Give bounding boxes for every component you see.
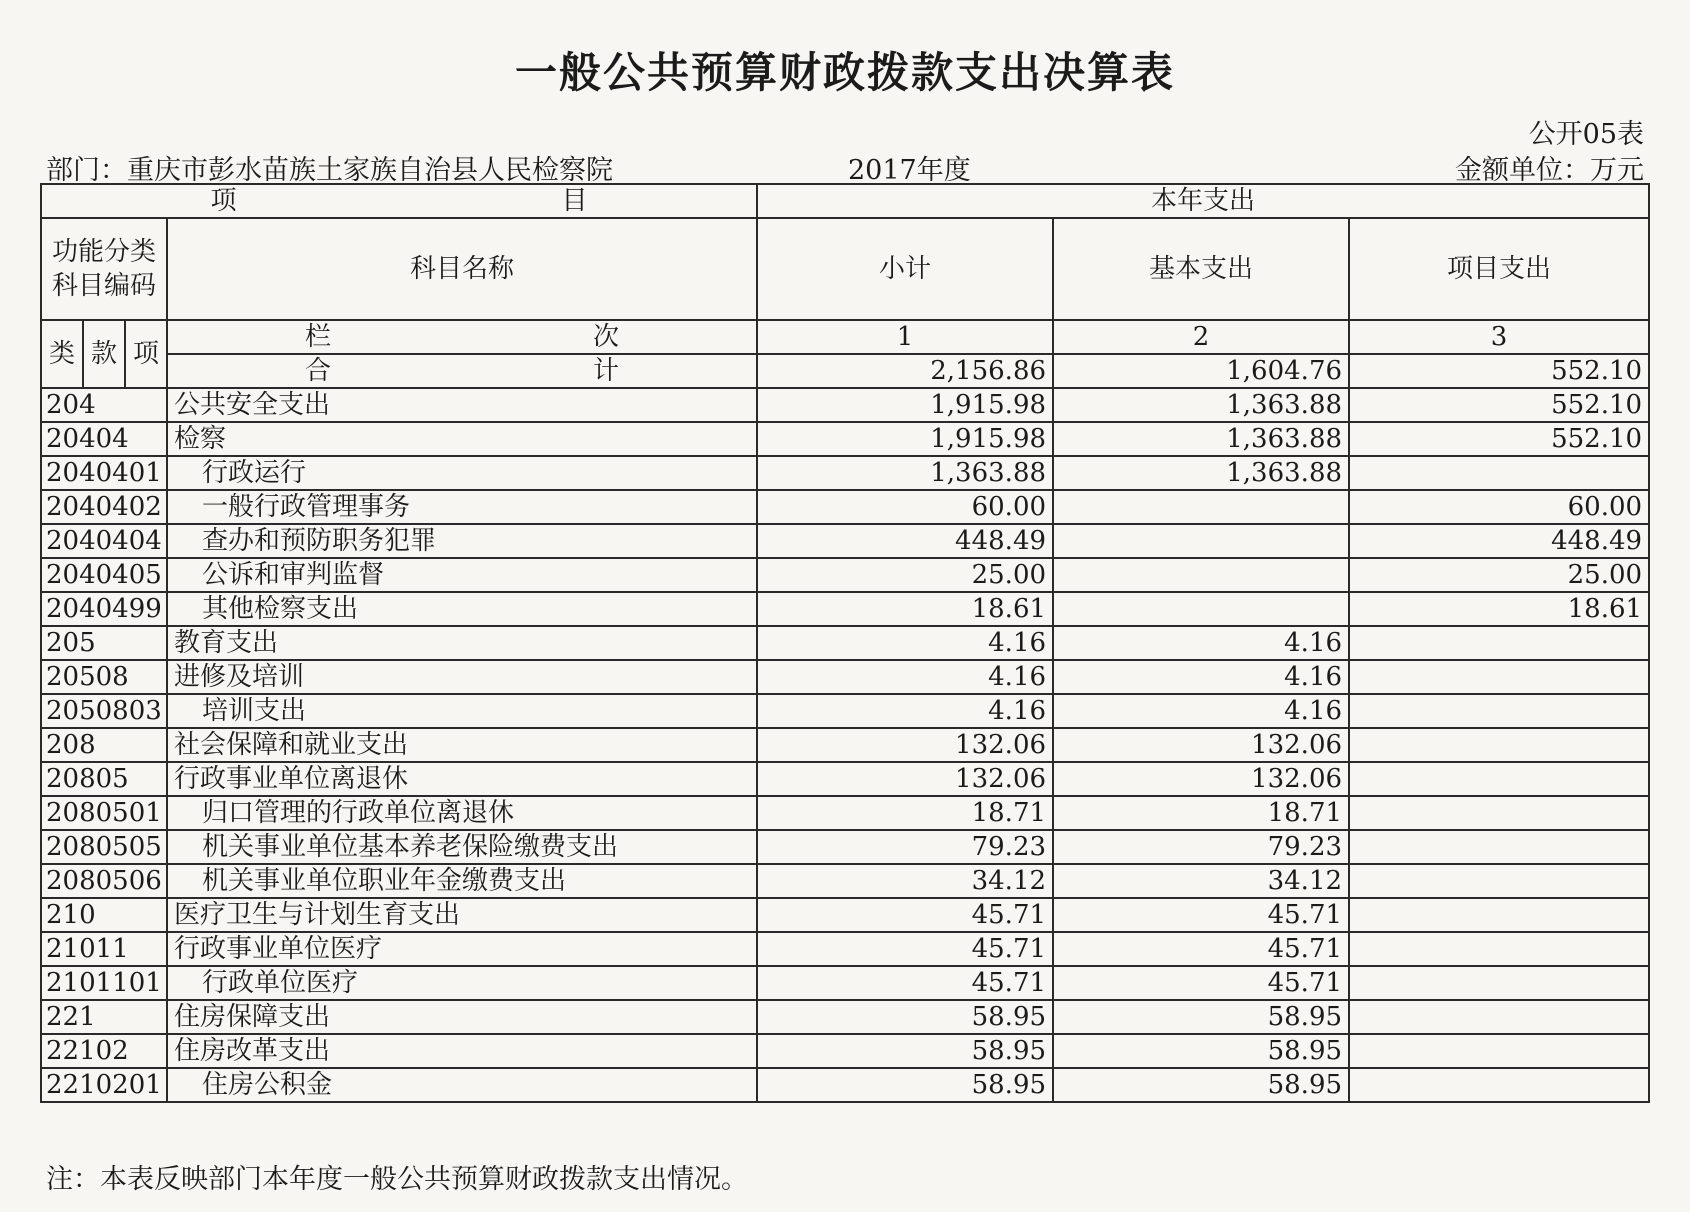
row-subtotal: 34.12 bbox=[757, 864, 1053, 898]
row-project bbox=[1349, 660, 1649, 694]
row-code: 20805 bbox=[41, 762, 167, 796]
row-code: 2040404 bbox=[41, 524, 167, 558]
row-project bbox=[1349, 796, 1649, 830]
row-basic bbox=[1053, 490, 1349, 524]
xiang-header: 项 bbox=[125, 320, 167, 388]
row-project bbox=[1349, 1034, 1649, 1068]
row-subtotal: 45.71 bbox=[757, 966, 1053, 1000]
row-name: 检察 bbox=[167, 422, 757, 456]
lei-header: 类 bbox=[41, 320, 83, 388]
table-row bbox=[41, 1068, 1649, 1102]
expenditure-table bbox=[40, 183, 1650, 1103]
col-2: 2 bbox=[1053, 320, 1349, 354]
subtotal-header: 小计 bbox=[757, 218, 1053, 320]
row-basic: 132.06 bbox=[1053, 762, 1349, 796]
row-name: 公共安全支出 bbox=[167, 388, 757, 422]
table-row bbox=[41, 422, 1649, 456]
project-header: 项目支出 bbox=[1349, 218, 1649, 320]
table-row bbox=[41, 898, 1649, 932]
table-row bbox=[41, 762, 1649, 796]
row-basic bbox=[1053, 558, 1349, 592]
header-row-columns bbox=[41, 320, 1649, 354]
table-row bbox=[41, 932, 1649, 966]
row-basic: 45.71 bbox=[1053, 932, 1349, 966]
he-label: 合 bbox=[305, 356, 332, 386]
row-code: 21011 bbox=[41, 932, 167, 966]
row-basic: 1,363.88 bbox=[1053, 388, 1349, 422]
row-basic: 132.06 bbox=[1053, 728, 1349, 762]
table-row bbox=[41, 660, 1649, 694]
row-name: 住房公积金 bbox=[167, 1068, 757, 1102]
lan-label: 栏 bbox=[305, 322, 332, 352]
total-basic: 1,604.76 bbox=[1053, 354, 1349, 388]
row-subtotal: 79.23 bbox=[757, 830, 1053, 864]
row-code: 2040405 bbox=[41, 558, 167, 592]
table-row bbox=[41, 456, 1649, 490]
amount-unit: 金额单位：万元 bbox=[1455, 155, 1644, 186]
row-basic: 45.71 bbox=[1053, 898, 1349, 932]
row-subtotal: 58.95 bbox=[757, 1000, 1053, 1034]
row-subtotal: 1,915.98 bbox=[757, 388, 1053, 422]
ci-label: 次 bbox=[593, 322, 620, 352]
row-name: 查办和预防职务犯罪 bbox=[167, 524, 757, 558]
form-number: 公开05表 bbox=[1528, 119, 1644, 150]
row-project bbox=[1349, 456, 1649, 490]
row-name: 教育支出 bbox=[167, 626, 757, 660]
row-subtotal: 4.16 bbox=[757, 660, 1053, 694]
row-name: 行政事业单位医疗 bbox=[167, 932, 757, 966]
current-year-header: 本年支出 bbox=[757, 184, 1649, 218]
row-project: 552.10 bbox=[1349, 422, 1649, 456]
table-row bbox=[41, 796, 1649, 830]
table-row bbox=[41, 1000, 1649, 1034]
table-row bbox=[41, 694, 1649, 728]
row-code: 2040402 bbox=[41, 490, 167, 524]
header-row-names bbox=[41, 218, 1649, 320]
item-right-label: 目 bbox=[561, 186, 588, 216]
row-subtotal: 18.61 bbox=[757, 592, 1053, 626]
row-code: 210 bbox=[41, 898, 167, 932]
row-name: 培训支出 bbox=[167, 694, 757, 728]
row-name: 住房改革支出 bbox=[167, 1034, 757, 1068]
row-basic: 45.71 bbox=[1053, 966, 1349, 1000]
row-project bbox=[1349, 932, 1649, 966]
row-name: 行政运行 bbox=[167, 456, 757, 490]
row-subtotal: 45.71 bbox=[757, 898, 1053, 932]
table-row bbox=[41, 524, 1649, 558]
row-basic: 1,363.88 bbox=[1053, 456, 1349, 490]
row-name: 一般行政管理事务 bbox=[167, 490, 757, 524]
row-name: 公诉和审判监督 bbox=[167, 558, 757, 592]
row-subtotal: 132.06 bbox=[757, 728, 1053, 762]
table-row bbox=[41, 966, 1649, 1000]
table-row bbox=[41, 558, 1649, 592]
row-code: 208 bbox=[41, 728, 167, 762]
row-project bbox=[1349, 830, 1649, 864]
row-subtotal: 4.16 bbox=[757, 626, 1053, 660]
row-project: 60.00 bbox=[1349, 490, 1649, 524]
row-name: 机关事业单位基本养老保险缴费支出 bbox=[167, 830, 757, 864]
row-basic bbox=[1053, 592, 1349, 626]
row-code: 2050803 bbox=[41, 694, 167, 728]
row-code: 221 bbox=[41, 1000, 167, 1034]
row-subtotal: 18.71 bbox=[757, 796, 1053, 830]
row-code: 204 bbox=[41, 388, 167, 422]
row-code: 2080505 bbox=[41, 830, 167, 864]
row-project bbox=[1349, 966, 1649, 1000]
row-subtotal: 1,363.88 bbox=[757, 456, 1053, 490]
code-header: 功能分类科目编码 bbox=[41, 218, 167, 320]
row-project bbox=[1349, 762, 1649, 796]
row-project: 25.00 bbox=[1349, 558, 1649, 592]
row-code: 2040499 bbox=[41, 592, 167, 626]
name-header: 科目名称 bbox=[167, 218, 757, 320]
row-project bbox=[1349, 1068, 1649, 1102]
row-code: 2210201 bbox=[41, 1068, 167, 1102]
row-subtotal: 58.95 bbox=[757, 1068, 1053, 1102]
row-code: 20508 bbox=[41, 660, 167, 694]
row-project bbox=[1349, 728, 1649, 762]
row-basic: 4.16 bbox=[1053, 660, 1349, 694]
row-name: 机关事业单位职业年金缴费支出 bbox=[167, 864, 757, 898]
col-1: 1 bbox=[757, 320, 1053, 354]
table-row bbox=[41, 626, 1649, 660]
row-name: 住房保障支出 bbox=[167, 1000, 757, 1034]
table-row bbox=[41, 728, 1649, 762]
row-basic: 4.16 bbox=[1053, 626, 1349, 660]
row-project bbox=[1349, 626, 1649, 660]
fiscal-year: 2017年度 bbox=[848, 155, 971, 186]
row-subtotal: 132.06 bbox=[757, 762, 1053, 796]
row-code: 2040401 bbox=[41, 456, 167, 490]
row-project bbox=[1349, 898, 1649, 932]
row-project: 18.61 bbox=[1349, 592, 1649, 626]
total-label bbox=[167, 354, 757, 388]
table-row bbox=[41, 830, 1649, 864]
table-row bbox=[41, 388, 1649, 422]
kuan-header: 款 bbox=[83, 320, 125, 388]
row-code: 205 bbox=[41, 626, 167, 660]
row-name: 归口管理的行政单位离退休 bbox=[167, 796, 757, 830]
header-row-item bbox=[41, 184, 1649, 218]
row-subtotal: 45.71 bbox=[757, 932, 1053, 966]
row-project bbox=[1349, 864, 1649, 898]
row-code: 20404 bbox=[41, 422, 167, 456]
row-basic: 58.95 bbox=[1053, 1000, 1349, 1034]
row-subtotal: 1,915.98 bbox=[757, 422, 1053, 456]
row-name: 行政单位医疗 bbox=[167, 966, 757, 1000]
row-name: 行政事业单位离退休 bbox=[167, 762, 757, 796]
department-label: 部门：重庆市彭水苗族土家族自治县人民检察院 bbox=[46, 155, 613, 186]
row-basic bbox=[1053, 524, 1349, 558]
row-subtotal: 448.49 bbox=[757, 524, 1053, 558]
total-row bbox=[41, 354, 1649, 388]
row-code: 22102 bbox=[41, 1034, 167, 1068]
row-project bbox=[1349, 694, 1649, 728]
col-3: 3 bbox=[1349, 320, 1649, 354]
item-left-label: 项 bbox=[210, 186, 237, 216]
row-subtotal: 60.00 bbox=[757, 490, 1053, 524]
row-basic: 18.71 bbox=[1053, 796, 1349, 830]
item-header-cell bbox=[41, 184, 757, 218]
row-basic: 1,363.88 bbox=[1053, 422, 1349, 456]
total-subtotal: 2,156.86 bbox=[757, 354, 1053, 388]
row-basic: 58.95 bbox=[1053, 1034, 1349, 1068]
row-code: 2101101 bbox=[41, 966, 167, 1000]
row-basic: 34.12 bbox=[1053, 864, 1349, 898]
row-name: 社会保障和就业支出 bbox=[167, 728, 757, 762]
ji-label: 计 bbox=[593, 356, 620, 386]
row-code: 2080501 bbox=[41, 796, 167, 830]
row-subtotal: 25.00 bbox=[757, 558, 1053, 592]
row-basic: 58.95 bbox=[1053, 1068, 1349, 1102]
basic-header: 基本支出 bbox=[1053, 218, 1349, 320]
row-name: 其他检察支出 bbox=[167, 592, 757, 626]
table-row bbox=[41, 864, 1649, 898]
row-basic: 79.23 bbox=[1053, 830, 1349, 864]
row-code: 2080506 bbox=[41, 864, 167, 898]
row-name: 医疗卫生与计划生育支出 bbox=[167, 898, 757, 932]
table-row bbox=[41, 490, 1649, 524]
total-project: 552.10 bbox=[1349, 354, 1649, 388]
row-basic: 4.16 bbox=[1053, 694, 1349, 728]
row-name: 进修及培训 bbox=[167, 660, 757, 694]
row-project bbox=[1349, 1000, 1649, 1034]
row-project: 448.49 bbox=[1349, 524, 1649, 558]
page-title: 一般公共预算财政拨款支出决算表 bbox=[514, 48, 1175, 97]
row-project: 552.10 bbox=[1349, 388, 1649, 422]
row-subtotal: 58.95 bbox=[757, 1034, 1053, 1068]
column-index-label bbox=[167, 320, 757, 354]
row-subtotal: 4.16 bbox=[757, 694, 1053, 728]
footnote: 注：本表反映部门本年度一般公共预算财政拨款支出情况。 bbox=[46, 1164, 748, 1195]
table-row bbox=[41, 1034, 1649, 1068]
table-row bbox=[41, 592, 1649, 626]
